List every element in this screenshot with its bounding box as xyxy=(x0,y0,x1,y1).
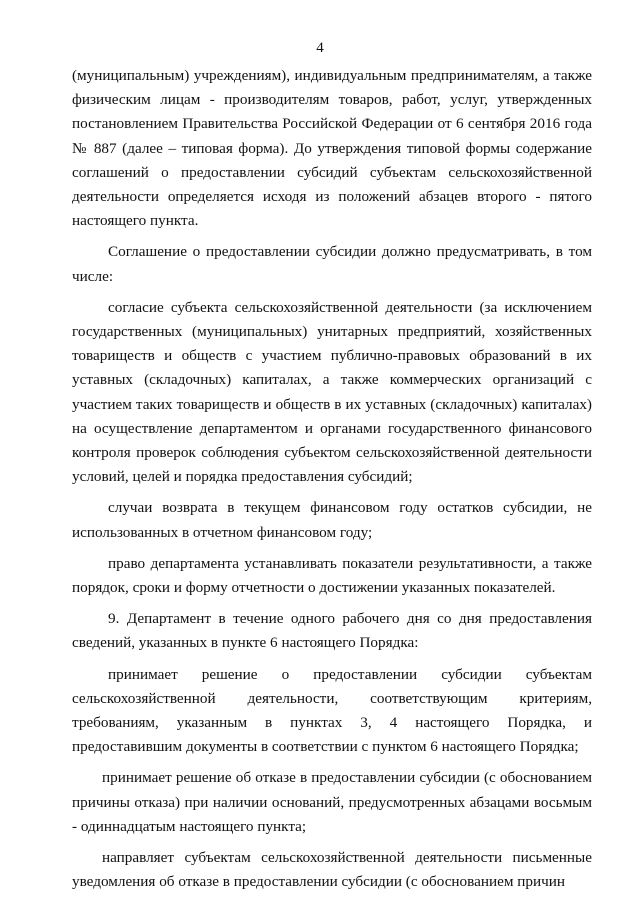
paragraph-agreement-intro: Соглашение о предоставлении субсидии должно предусматривать, в том числе: xyxy=(72,243,592,285)
document-body xyxy=(72,64,592,902)
paragraph-notification: направляет субъектам сельскохозяйственной деятельности письменные уведомления об отказе в предоставлении субсидии (с обоснованием причин xyxy=(72,849,592,891)
paragraph-item-9: 9. Департамент в течение одного рабочего дня со дня предоставления сведений, указанных в пункте 6 настоящего Порядка: xyxy=(72,610,592,652)
paragraph-department-right: право департамента устанавливать показатели результативности, а также порядок, сроки и форму отчетности о достижении указанных показателей. xyxy=(72,554,592,597)
paragraph-continuation: (муниципальным) учреждениям), индивидуальным предпринимателям, а также физическим лицам - производителям товаров, работ, услуг, утвержденных постановлением Правительства Российской Федерации от 6 сентября 2016 года № 887 (далее – типовая форма). До утверждения типовой формы содержание соглашений о предоставлении субсидий субъектам сельскохозяйственной деятельности определяется исходя из положений абзацев второго - пятого настоящего пункта. xyxy=(72,67,592,230)
paragraph-decision-grant: принимает решение о предоставлении субсидии субъектам сельскохозяйственной деятельности, соответствующим критериям, требованиям, указанным в пунктах 3, 4 настоящего Порядка, и предоставившим документы в соответствии с пунктом 6 настоящего Порядка; xyxy=(72,665,592,756)
paragraph-consent: согласие субъекта сельскохозяйственной деятельности (за исключением государственных (муниципальных) унитарных предприятий, хозяйственных товариществ и обществ с участием публично-правовых образований в их уставных (складочных) капиталах, а также коммерческих организаций с участием таких товариществ и обществ в их уставных (складочных) капиталах) на осуществление департаментом и органами государственного финансового контроля проверок соблюдения субъектом сельскохозяйственной деятельности условий, целей и порядка предоставления субсидий; xyxy=(72,298,592,486)
paragraph-decision-refusal: принимает решение об отказе в предоставлении субсидии (с обоснованием причины отказа) при наличии оснований, предусмотренных абзацами восьмым - одиннадцатым настоящего пункта; xyxy=(72,769,592,835)
paragraph-return-cases: случаи возврата в текущем финансовом году остатков субсидии, не использованных в отчетном финансовом году; xyxy=(72,499,592,541)
page-number: 4 xyxy=(316,40,324,56)
